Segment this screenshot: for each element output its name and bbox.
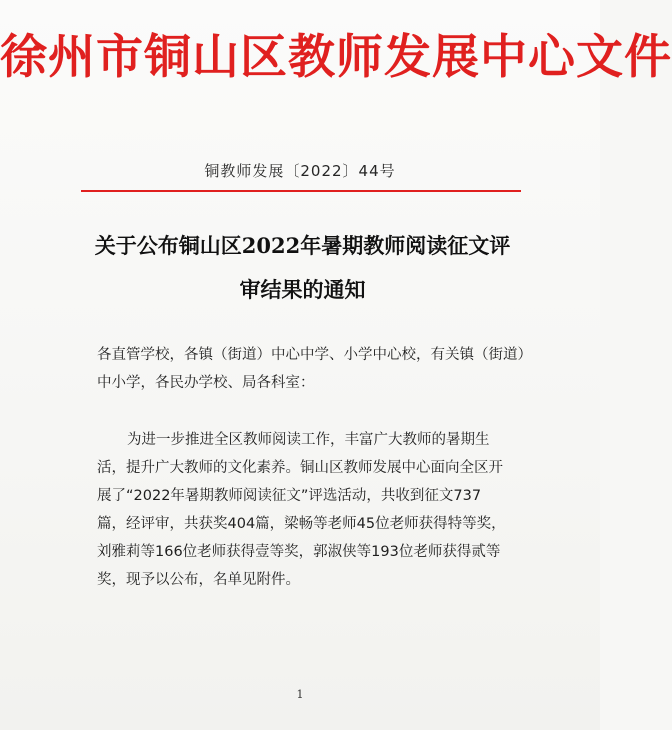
page-number: 1 — [296, 688, 304, 701]
notice-title — [90, 224, 515, 312]
addressee-line: 中小学，各民办学校、局各科室： — [97, 375, 315, 391]
addressee-block — [97, 341, 532, 397]
body-line: 为进一步推进全区教师阅读工作，丰富广大教师的暑期生 — [127, 432, 490, 448]
addressee-line: 各直管学校，各镇（街道）中心中学、小学中心校，有关镇（街道） — [97, 347, 532, 363]
document-number: 铜教师发展〔2022〕44号 — [204, 162, 396, 180]
body-line: 篇，经评审，共获奖404篇，梁畅等老师45位老师获得特等奖， — [97, 516, 506, 532]
body-line: 展了“2022年暑期教师阅读征文”评选活动，共收到征文737 — [97, 488, 482, 504]
body-line: 奖，现予以公布，名单见附件。 — [97, 572, 300, 588]
body-line: 活，提升广大教师的文化素养。铜山区教师发展中心面向全区开 — [97, 460, 503, 476]
notice-title-line-1: 关于公布铜山区2022年暑期教师阅读征文评 — [94, 233, 511, 258]
body-paragraph — [97, 426, 513, 594]
document-header-title: 徐州市铜山区教师发展中心文件 — [0, 30, 672, 85]
notice-title-line-2: 审结果的通知 — [239, 277, 366, 302]
body-line: 刘雅莉等166位老师获得壹等奖，郭淑侠等193位老师获得贰等 — [97, 544, 501, 560]
red-divider-line — [81, 190, 521, 192]
